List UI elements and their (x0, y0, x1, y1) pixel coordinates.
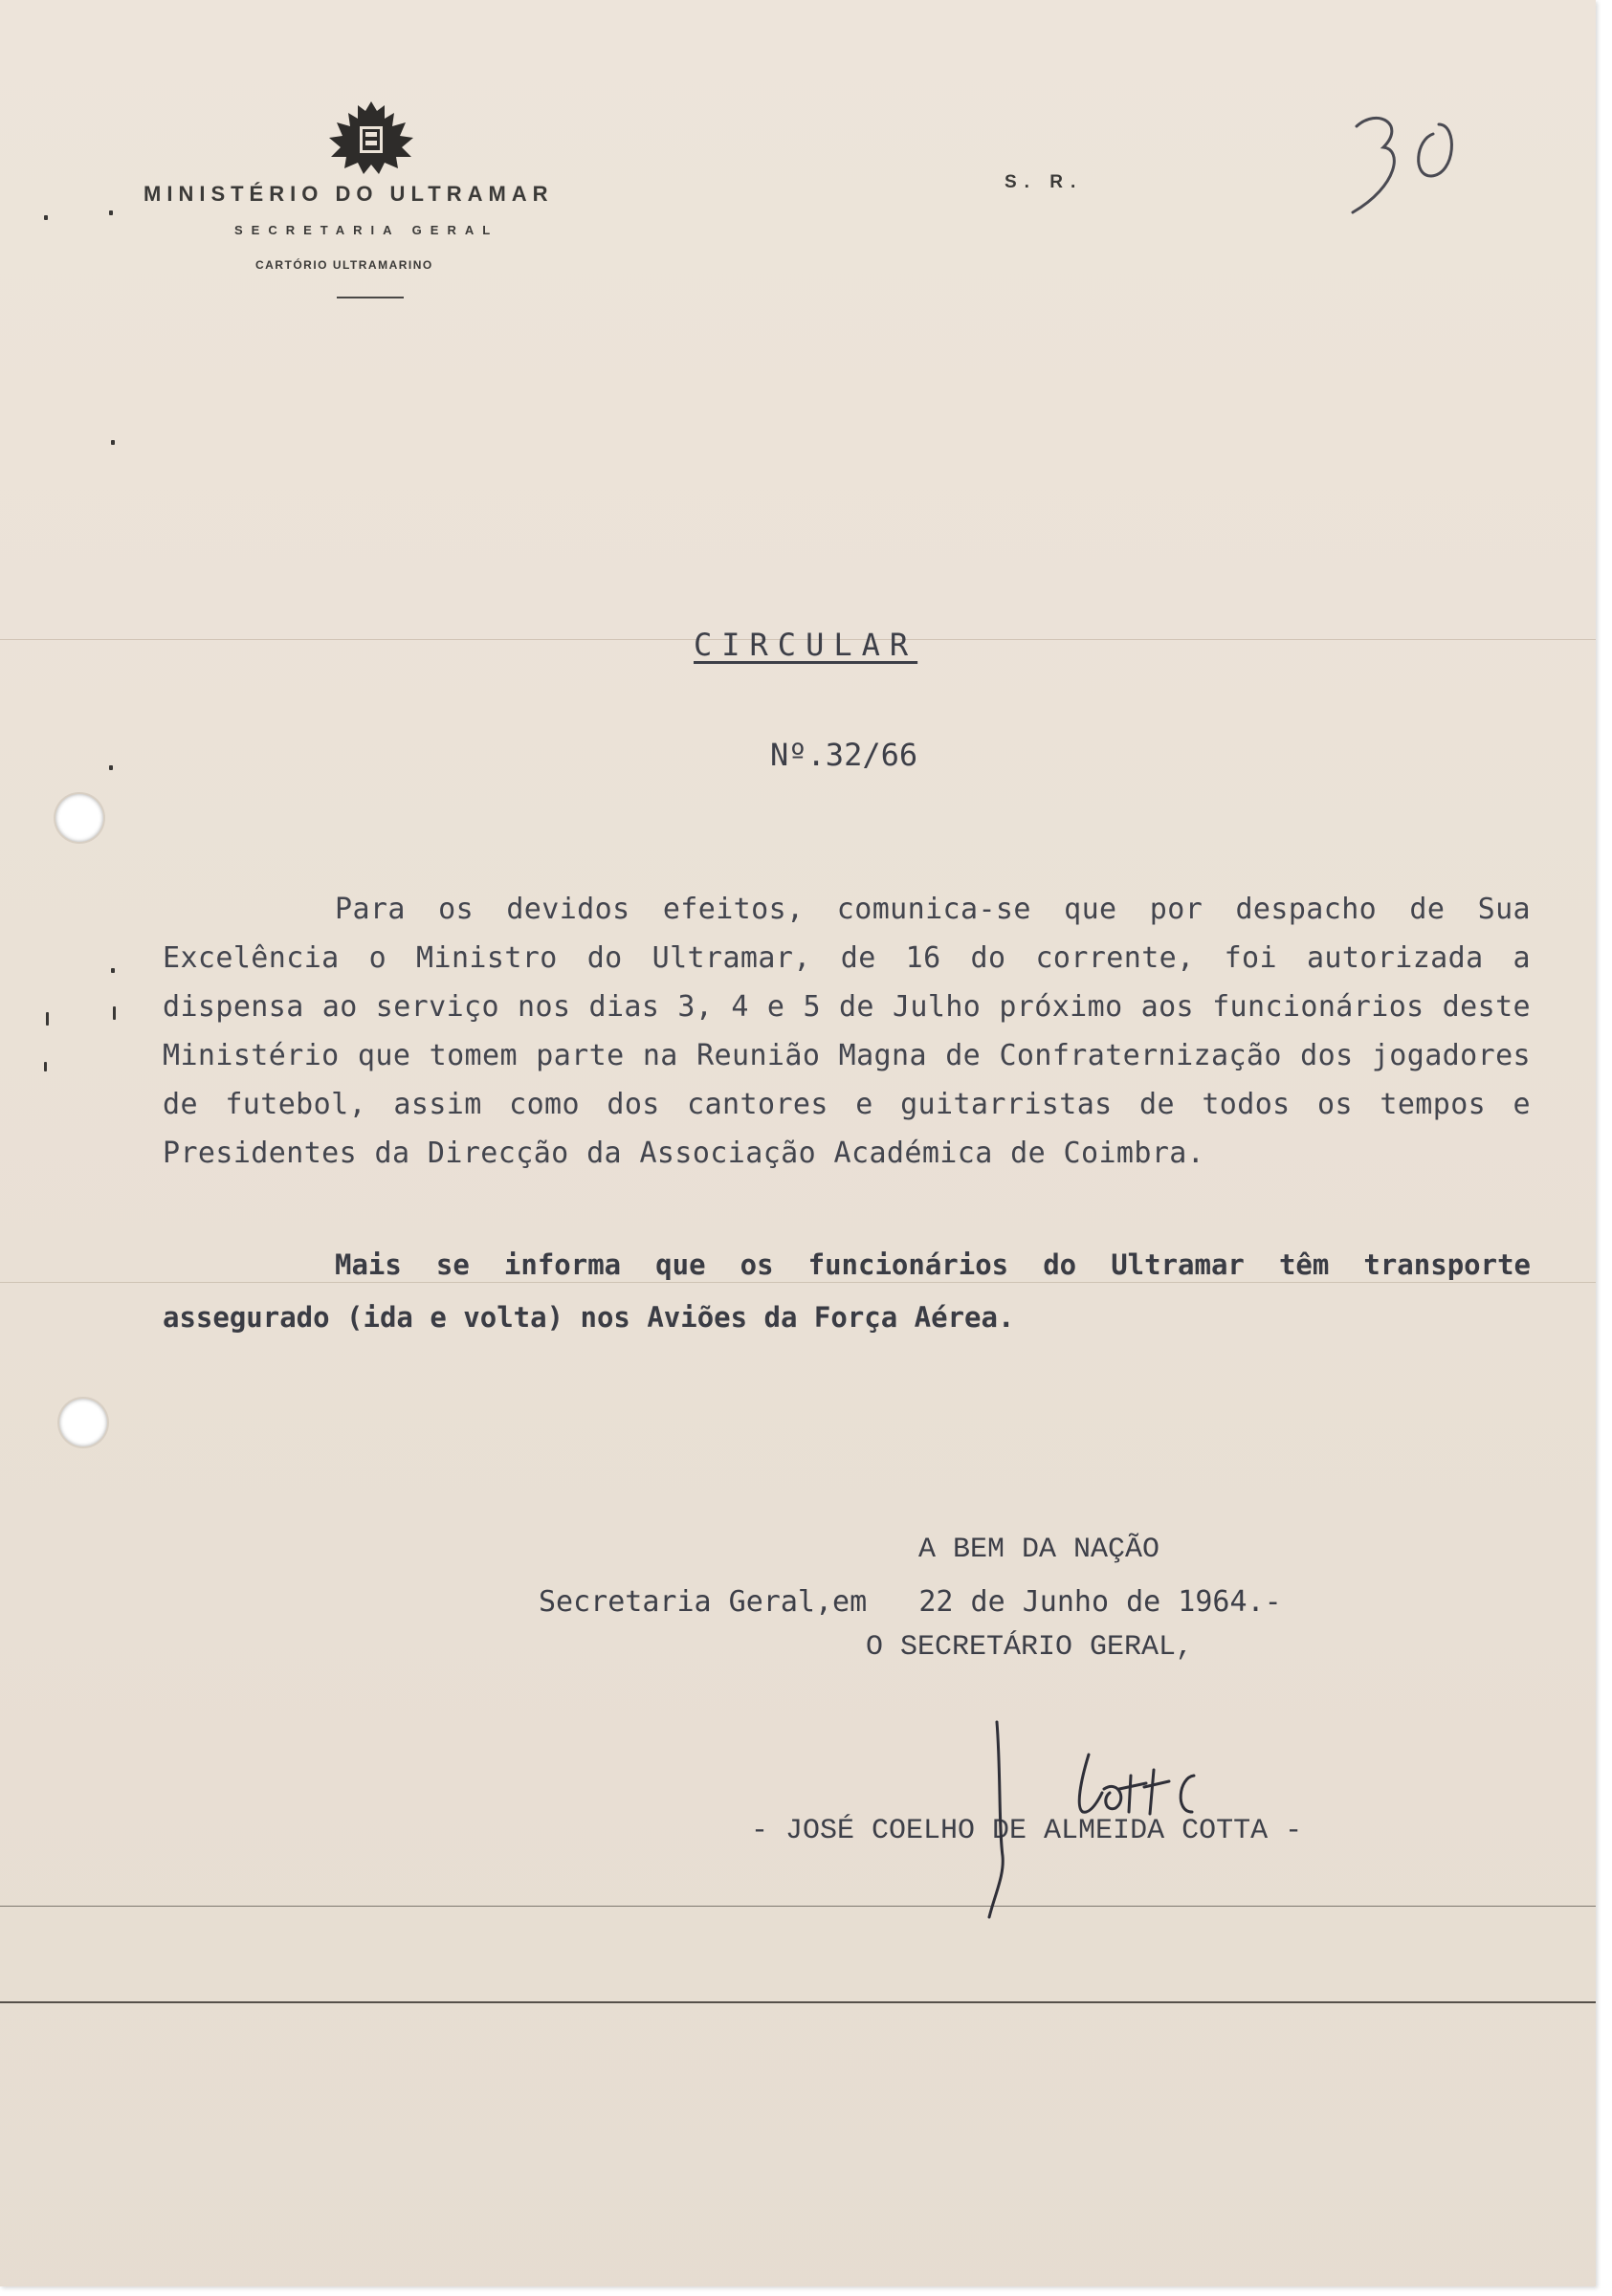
margin-mark (46, 1012, 49, 1026)
margin-mark (111, 968, 115, 973)
closing-motto: A BEM DA NAÇÃO (918, 1534, 1160, 1566)
body-paragraph-1 (163, 885, 1531, 1178)
ministry-name: MINISTÉRIO DO ULTRAMAR (144, 182, 554, 206)
paper-edge-line (0, 2001, 1596, 2003)
body-paragraph-1-text: Para os devidos efeitos, comunica-se que por despacho de Sua Excelência o Ministro do Ultramar, de 16 do corrente, foi autorizada a dispensa ao serviço nos dias 3, 4 e 5 de Julho próximo aos funcionários deste Ministério que tomem parte na Reunião Magna de Confraternização dos jogadores de futebol, assim como dos cantores e guitarristas de todos os tempos e Presidentes da Direcção da Associação Académica de Coimbra. (163, 893, 1531, 1170)
department-name: SECRETARIA GERAL (234, 223, 499, 237)
body-paragraph-2 (163, 1239, 1531, 1344)
place-prefix: Secretaria Geral,em (539, 1585, 868, 1619)
paper-edge-line (0, 1906, 1596, 1907)
office-name: CARTÓRIO ULTRAMARINO (255, 258, 433, 272)
margin-mark (109, 210, 113, 215)
margin-mark (44, 215, 48, 220)
letterhead-divider (337, 297, 404, 298)
punch-hole (55, 794, 103, 842)
signer-name: - JOSÉ COELHO DE ALMEIDA COTTA - (751, 1815, 1303, 1847)
classification-mark: S. R. (1005, 172, 1084, 192)
margin-mark (44, 1062, 47, 1071)
body-paragraph-2-text: Mais se informa que os funcionários do Ultramar têm transporte assegurado (ida e volta) nos Aviões da Força Aérea. (163, 1248, 1531, 1334)
margin-mark (109, 765, 113, 770)
margin-mark (111, 440, 115, 445)
coat-of-arms-icon (325, 98, 417, 180)
signer-title: O SECRETÁRIO GERAL, (866, 1631, 1194, 1664)
date: 22 de Junho de 1964.- (918, 1585, 1282, 1619)
place-and-date (539, 1585, 1282, 1619)
document-title: CIRCULAR (694, 627, 918, 663)
handwritten-signature (976, 1712, 1263, 1923)
circular-number: Nº.32/66 (770, 737, 918, 773)
punch-hole (59, 1399, 107, 1446)
margin-mark (113, 1006, 116, 1020)
handwritten-page-number (1339, 105, 1473, 230)
